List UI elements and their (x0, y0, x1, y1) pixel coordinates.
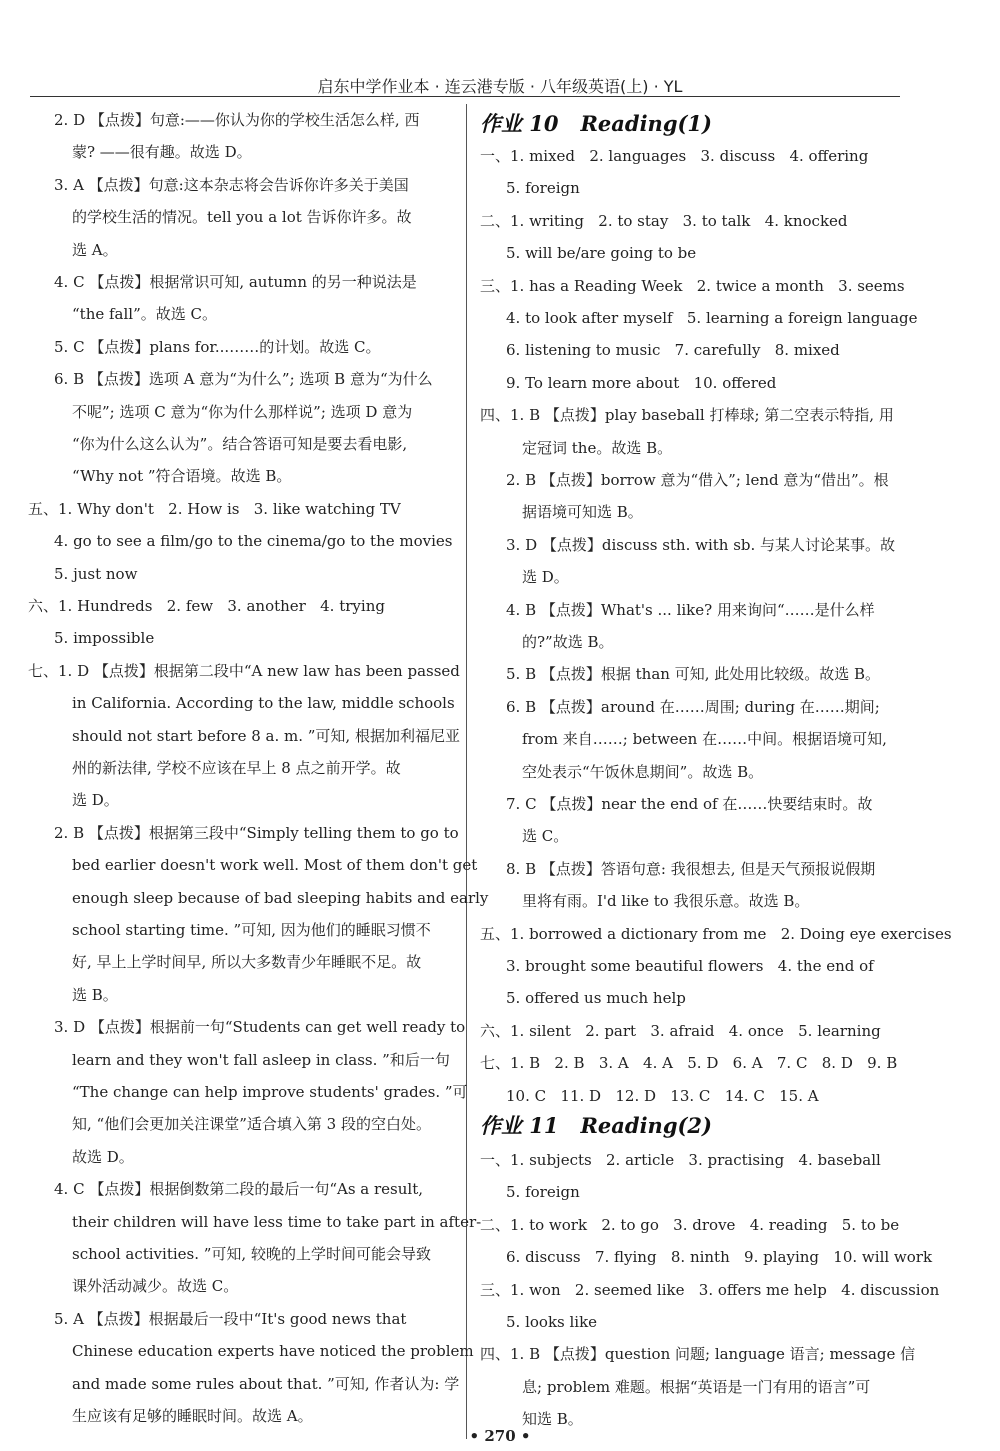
answer-line: 2. B 【点拨】根据第三段中“Simply telling them to go to (54, 823, 459, 842)
answer-line: 息; problem 难题。根据“英语是一门有用的语言”可 (522, 1377, 871, 1396)
answer-line: 5. foreign (506, 1183, 580, 1202)
answer-line: and made some rules about that. ”可知, 作者认为: 学 (72, 1374, 460, 1393)
answer-line: “the fall”。故选 C。 (72, 305, 218, 324)
answer-line: 3. D 【点拨】根据前一句“Students can get well ready to (54, 1018, 466, 1037)
answer-line: 的学校生活的情况。tell you a lot 告诉你许多。故 (72, 208, 412, 227)
answer-line: should not start before 8 a. m. ”可知, 根据加利福尼亚 (72, 726, 460, 745)
answer-line: learn and they won't fall asleep in class. ”和后一句 (72, 1050, 450, 1069)
answer-line: 5. A 【点拨】根据最后一段中“It's good news that (54, 1309, 407, 1328)
answer-line: 3. D 【点拨】discuss sth. with sb. 与某人讨论某事。故 (506, 535, 896, 554)
answer-line: 5. C 【点拨】plans for...……的计划。故选 C。 (54, 337, 381, 356)
answer-line: 空处表示“午饭休息期间”。故选 B。 (522, 762, 764, 781)
answer-line: 选 B。 (72, 985, 118, 1004)
answer-line: “你为什么这么认为”。结合答语可知是要去看电影, (72, 435, 408, 453)
answer-line: 生应该有足够的睡眠时间。故选 A。 (72, 1407, 313, 1425)
answer-line: “The change can help improve students' grades. ”可 (72, 1083, 468, 1101)
section-title-homework-11: 作业 11 Reading(2) (480, 1113, 712, 1138)
answer-line: 定冠词 the。故选 B。 (522, 438, 673, 457)
answer-line: 5. foreign (506, 179, 580, 198)
answer-line: 4. C 【点拨】根据常识可知, autumn 的另一种说法是 (54, 273, 417, 291)
answer-line: 一、1. subjects 2. article 3. practising 4. baseball (480, 1151, 881, 1169)
answer-line: 5. looks like (506, 1313, 598, 1331)
answer-line: 蒙? ——很有趣。故选 D。 (72, 143, 252, 162)
answer-line: 4. to look after myself 5. learning a foreign language (506, 309, 918, 327)
answer-line: 4. B 【点拨】What's ... like? 用来询问“……是什么样 (506, 600, 875, 619)
answer-line: 二、1. to work 2. to go 3. drove 4. reading 5. to be (480, 1215, 900, 1234)
answer-line: 9. To learn more about 10. offered (506, 373, 777, 392)
answer-line: in California. According to the law, middle schools (72, 694, 455, 713)
answer-line: 6. B 【点拨】选项 A 意为“为什么”; 选项 B 意为“为什么 (54, 370, 433, 389)
answer-line: 六、1. silent 2. part 3. afraid 4. once 5. learning (480, 1021, 881, 1040)
answer-line: 2. D 【点拨】句意:——你认为你的学校生活怎么样, 西 (54, 111, 420, 129)
answer-line: 五、1. Why don't 2. How is 3. like watching TV (28, 499, 401, 518)
section-title-homework-10: 作业 10 Reading(1) (480, 111, 712, 136)
page-header: 启东中学作业本 · 连云港专版 · 八年级英语(上) · YL (317, 77, 683, 96)
answer-line: 的?”故选 B。 (522, 633, 614, 651)
header-rule (30, 96, 900, 97)
answer-line: their children will have less time to take part in after- (72, 1212, 482, 1231)
answer-line: “Why not ”符合语境。故选 B。 (72, 467, 292, 486)
answer-line: 选 D。 (72, 791, 119, 810)
answer-line: 好, 早上上学时间早, 所以大多数青少年睡眠不足。故 (72, 953, 422, 972)
answer-line: 四、1. B 【点拨】play baseball 打棒球; 第二空表示特指, 用 (480, 406, 894, 425)
answer-line: 选 D。 (522, 568, 569, 587)
answer-line: enough sleep because of bad sleeping habits and early (72, 888, 489, 907)
answer-line: 二、1. writing 2. to stay 3. to talk 4. knocked (480, 211, 848, 230)
answer-line: 一、1. mixed 2. languages 3. discuss 4. offering (480, 147, 869, 165)
answer-line: 5. offered us much help (506, 989, 686, 1008)
answer-line: 据语境可知选 B。 (522, 503, 643, 522)
answer-line: 4. go to see a film/go to the cinema/go to the movies (54, 532, 453, 551)
answer-line: 7. C 【点拨】near the end of 在……快要结束时。故 (506, 795, 873, 813)
answer-line: 七、1. D 【点拨】根据第二段中“A new law has been passed (28, 661, 460, 680)
answer-line: 知选 B。 (522, 1410, 583, 1429)
page-number: • 270 • (469, 1427, 531, 1445)
answer-line: 6. listening to music 7. carefully 8. mixed (506, 341, 840, 360)
answer-line: 5. impossible (54, 629, 155, 648)
answer-line: 2. B 【点拨】borrow 意为“借入”; lend 意为“借出”。根 (506, 471, 889, 489)
answer-line: 6. B 【点拨】around 在……周围; during 在……期间; (506, 697, 880, 716)
answer-line: 10. C 11. D 12. D 13. C 14. C 15. A (506, 1086, 819, 1105)
answer-line: 五、1. borrowed a dictionary from me 2. Doing eye exercises (480, 924, 952, 943)
answer-line: 3. brought some beautiful flowers 4. the end of (506, 957, 874, 975)
answer-line: 里将有雨。I'd like to 我很乐意。故选 B。 (522, 892, 810, 911)
answer-line: 不呢”; 选项 C 意为“你为什么那样说”; 选项 D 意为 (72, 402, 413, 421)
answer-line: school starting time. ”可知, 因为他们的睡眠习惯不 (72, 921, 431, 939)
answer-line: 5. will be/are going to be (506, 244, 697, 263)
answer-line: 5. B 【点拨】根据 than 可知, 此处用比较级。故选 B。 (506, 665, 881, 684)
answer-line: 5. just now (54, 564, 138, 583)
answer-line: 七、1. B 2. B 3. A 4. A 5. D 6. A 7. C 8. D 9. B (480, 1054, 898, 1073)
answer-line: 三、1. won 2. seemed like 3. offers me help 4. discussion (480, 1280, 940, 1299)
answer-line: 知, “他们会更加关注课堂”适合填入第 3 段的空白处。 (72, 1115, 431, 1134)
answer-line: 州的新法律, 学校不应该在早上 8 点之前开学。故 (72, 759, 401, 777)
answer-line: 选 A。 (72, 240, 118, 259)
answer-line: 3. A 【点拨】句意:这本杂志将会告诉你许多关于美国 (54, 175, 409, 194)
column-divider (466, 104, 467, 1439)
answer-line: 课外活动减少。故选 C。 (72, 1277, 239, 1296)
answer-line: 六、1. Hundreds 2. few 3. another 4. trying (28, 597, 385, 615)
answer-line: 故选 D。 (72, 1147, 134, 1166)
answer-line: 选 C。 (522, 827, 569, 846)
answer-line: Chinese education experts have noticed the problem (72, 1342, 474, 1361)
answer-line: bed earlier doesn't work well. Most of them don't get (72, 856, 478, 875)
answer-line: 四、1. B 【点拨】question 问题; language 语言; message 信 (480, 1345, 916, 1364)
answer-line: from 来自……; between 在……中间。根据语境可知, (522, 730, 887, 749)
answer-line: 6. discuss 7. flying 8. ninth 9. playing 10. will work (506, 1248, 933, 1267)
answer-line: 8. B 【点拨】答语句意: 我很想去, 但是天气预报说假期 (506, 859, 876, 878)
answer-line: school activities. ”可知, 较晚的上学时间可能会导致 (72, 1245, 431, 1263)
answer-line: 4. C 【点拨】根据倒数第二段的最后一句“As a result, (54, 1180, 424, 1199)
answer-line: 三、1. has a Reading Week 2. twice a month 3. seems (480, 276, 905, 295)
